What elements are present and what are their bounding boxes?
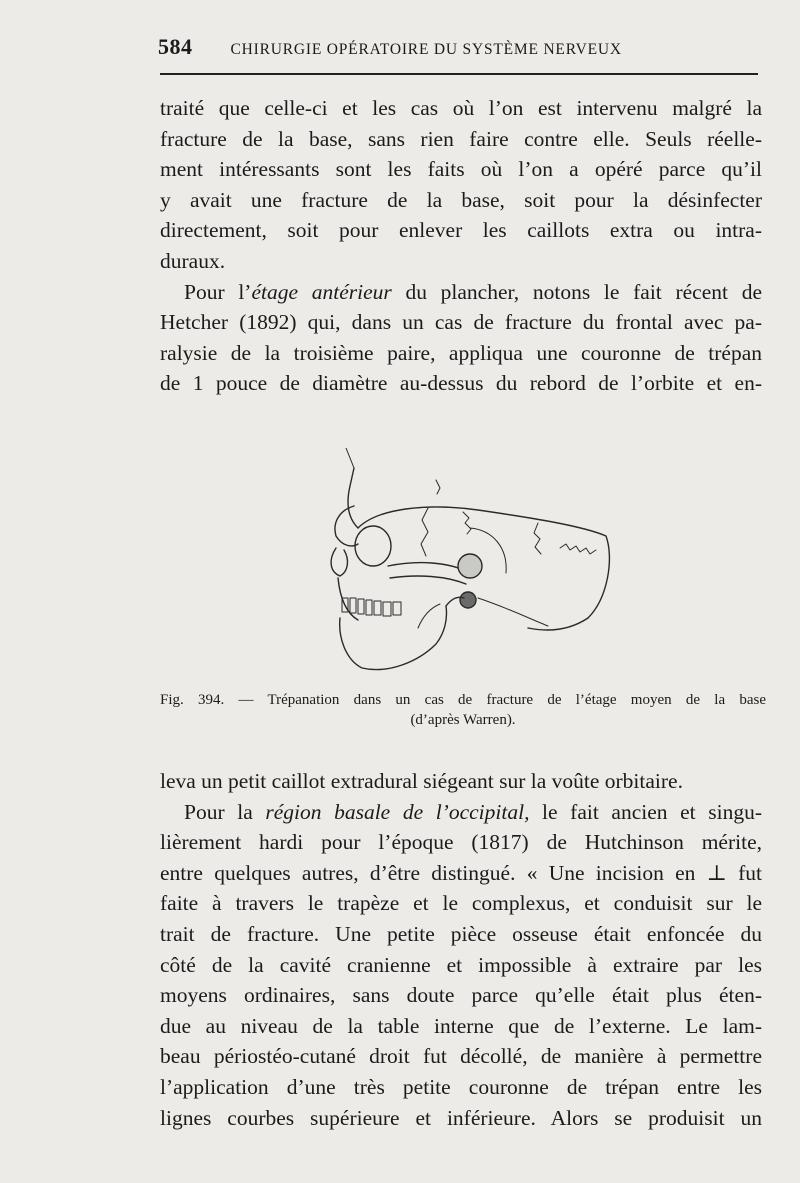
text-line: leva un petit caillot extradural siégeant sur la voûte orbitaire. (160, 769, 683, 793)
text-run: le fait ancien et singu- (529, 799, 762, 824)
text-line: de 1 pouce de diamètre au-dessus du rebord de l’orbite et en- (160, 371, 762, 396)
text-run: Pour l’ (184, 279, 252, 304)
paragraph-etage-anterieur (160, 277, 762, 308)
text-line: directement, soit pour enlever les caillots extra ou intra- (160, 218, 762, 243)
running-title: CHIRURGIE OPÉRATOIRE DU SYSTÈME NERVEUX (230, 41, 622, 58)
text-line: ment intéressants sont les faits où l’on a opéré parce qu’il (160, 157, 762, 182)
text-line: moyens ordinaires, sans doute parce qu’elle était plus éten- (160, 983, 762, 1008)
text-line: Hetcher (1892) qui, dans un cas de fracture du frontal avec pa- (160, 310, 762, 335)
paragraph-region-basale (160, 797, 762, 828)
header-rule (160, 73, 758, 75)
text-line: fracture de la base, sans rien faire contre elle. Seuls réelle- (160, 126, 762, 151)
text-run: du plancher, notons le fait récent de (391, 279, 762, 304)
text-line: lièrement hardi pour l’époque (1817) de Hutchinson mérite, (160, 830, 762, 855)
figure-caption (160, 690, 766, 730)
text-line: l’application d’une très petite couronne de trépan entre les (160, 1074, 762, 1099)
italic-term: étage antérieur (251, 279, 392, 304)
text-line: beau périostéo-cutané droit fut décollé, de manière à permettre (160, 1044, 762, 1069)
text-run: Pour la (184, 799, 266, 824)
text-line: traité que celle-ci et les cas où l’on est intervenu malgré la (160, 96, 762, 120)
page-number: 584 (158, 34, 193, 59)
text-line: due au niveau de la table interne que de l’externe. Le lam- (160, 1013, 762, 1038)
text-block-bottom (160, 766, 762, 1133)
text-line: ralysie de la troisième paire, appliqua une couronne de trépan (160, 340, 762, 365)
text-block-top (160, 93, 762, 399)
text-line: trait de fracture. Une petite pièce osseuse était enfoncée du (160, 921, 762, 946)
text-line: y avait une fracture de la base, soit pour la désinfecter (160, 187, 762, 212)
italic-term: région basale de l’occipital, (265, 799, 530, 824)
caption-line: Fig. 394. — Trépanation dans un cas de fracture de l’étage moyen de la base (160, 692, 766, 708)
caption-line: (d’après Warren). (410, 712, 516, 728)
text-line: lignes courbes supérieure et inférieure. Alors se produisit un (160, 1105, 762, 1130)
text-line: duraux. (160, 248, 226, 273)
page-header (158, 34, 758, 60)
text-line: entre quelques autres, d’être distingué. « Une incision en ⊥ fut (160, 860, 762, 885)
text-line: faite à travers le trapèze et le complexus, et conduisit sur le (160, 891, 762, 916)
skull-trepanation-figure (318, 448, 618, 680)
text-line: côté de la cavité cranienne et impossible à extraire par les (160, 952, 762, 977)
